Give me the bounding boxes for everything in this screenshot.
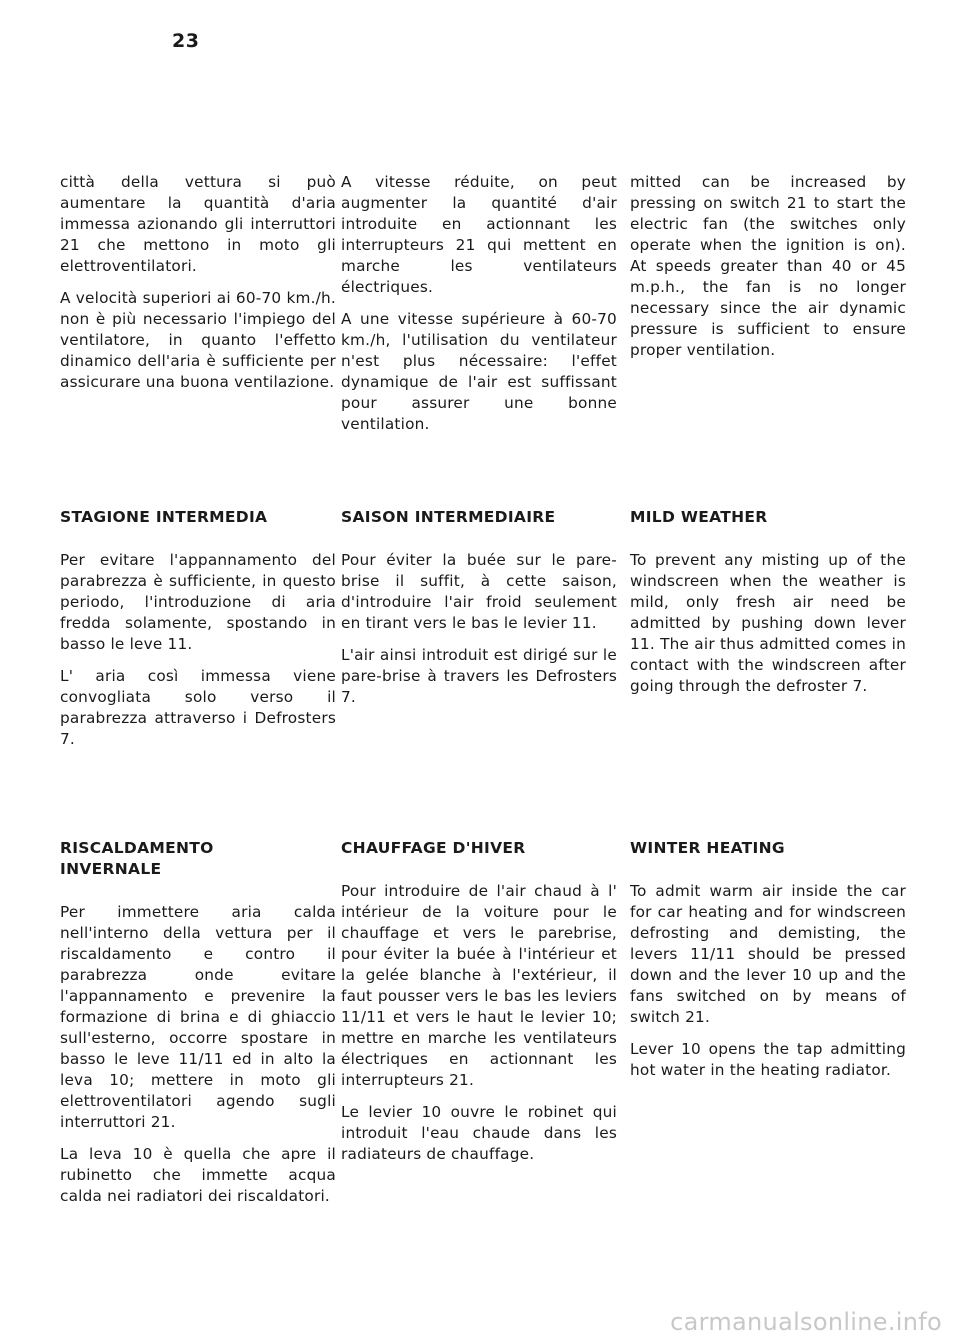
- paragraph: Lever 10 opens the tap admitting hot water in the heating radiator.: [630, 1040, 906, 1079]
- paragraph: mitted can be increased by pressing on switch 21 to start the electric fan (the switches only operate when the ignition is on). At speeds greater than 40 or 45 m.p.h., the fan is no longer necessary since the air dynamic pressure is sufficient to ensure proper ventilation.: [630, 173, 906, 359]
- intro-italian: [60, 172, 336, 404]
- section-heading: STAGIONE INTERMEDIA: [60, 508, 268, 526]
- section-heading: RISCALDAMENTO INVERNALE: [60, 839, 214, 878]
- paragraph: Pour introduire de l'air chaud à l' intérieur de la voiture pour le chauffage et vers le parebrise, pour éviter la buée à l'intérieur et la gelée blanche à l'extérieur, il faut pousser vers le bas les leviers 11/11 et vers le haut le levier 10; mettre en marche les ventilateurs électriques en actionnant les interrupteurs 21.: [341, 882, 617, 1089]
- watermark: carmanualsonline.info: [670, 1308, 942, 1336]
- intro-english: [630, 172, 906, 372]
- winter-section-french: [341, 838, 617, 1176]
- paragraph: Per evitare l'appannamento del parabrezza è sufficiente, in questo periodo, l'introduzione di aria fredda solamente, spostando in basso le leve 11.: [60, 551, 336, 653]
- mild-section-italian: [60, 507, 336, 761]
- section-heading: CHAUFFAGE D'HIVER: [341, 839, 526, 857]
- paragraph: A velocità superiori ai 60-70 km./h. non è più necessario l'impiego del ventilatore, in quanto l'effetto dinamico dell'aria è sufficiente per assicurare una buona ventilazione.: [60, 289, 336, 391]
- paragraph: Pour éviter la buée sur le pare-brise il suffit, à cette saison, d'introduire l'air froid seulement en tirant vers le bas le levier 11.: [341, 551, 617, 632]
- section-heading: MILD WEATHER: [630, 508, 768, 526]
- mild-section-english: [630, 507, 906, 708]
- paragraph: La leva 10 è quella che apre il rubinetto che immette acqua calda nei radiatori dei riscaldatori.: [60, 1145, 336, 1205]
- paragraph: To prevent any misting up of the windscreen when the weather is mild, only fresh air need be admitted by pushing down lever 11. The air thus admitted comes in contact with the windscreen after going through the defroster 7.: [630, 551, 906, 695]
- paragraph: città della vettura si può aumentare la quantità d'aria immessa azionando gli interruttori 21 che mettono in moto gli elettroventilatori.: [60, 173, 336, 275]
- page-number: 23: [172, 30, 200, 52]
- section-heading: WINTER HEATING: [630, 839, 785, 857]
- mild-section-french: [341, 507, 617, 719]
- paragraph: To admit warm air inside the car for car heating and for windscreen defrosting and demisting, the levers 11/11 should be pressed down and the lever 10 up and the fans switched on by means of switch 21.: [630, 882, 906, 1026]
- winter-section-italian: [60, 838, 336, 1218]
- paragraph: Le levier 10 ouvre le robinet qui introduit l'eau chaude dans les radiateurs de chauffage.: [341, 1103, 617, 1163]
- paragraph: L'air ainsi introduit est dirigé sur le pare-brise à travers les Defrosters 7.: [341, 646, 617, 706]
- paragraph: A vitesse réduite, on peut augmenter la quantité d'air introduite en actionnant les interrupteurs 21 qui mettent en marche les ventilateurs électriques.: [341, 173, 617, 296]
- intro-french: [341, 172, 617, 446]
- paragraph: L' aria così immessa viene convogliata solo verso il parabrezza attraverso i Defrosters 7.: [60, 667, 336, 748]
- paragraph: Per immettere aria calda nell'interno della vettura per il riscaldamento e contro il parabrezza onde evitare l'appannamento e prevenire la formazione di brina e di ghiaccio sull'esterno, occorre spostare in basso le leve 11/11 ed in alto la leva 10; mettere in moto gli elettroventilatori agendo sugli interruttori 21.: [60, 903, 336, 1131]
- section-heading: SAISON INTERMEDIAIRE: [341, 508, 556, 526]
- winter-section-english: [630, 838, 906, 1092]
- paragraph: A une vitesse supérieure à 60-70 km./h, l'utilisation du ventilateur n'est plus nécessaire: l'effet dynamique de l'air est suffissant pour assurer une bonne ventilation.: [341, 310, 617, 433]
